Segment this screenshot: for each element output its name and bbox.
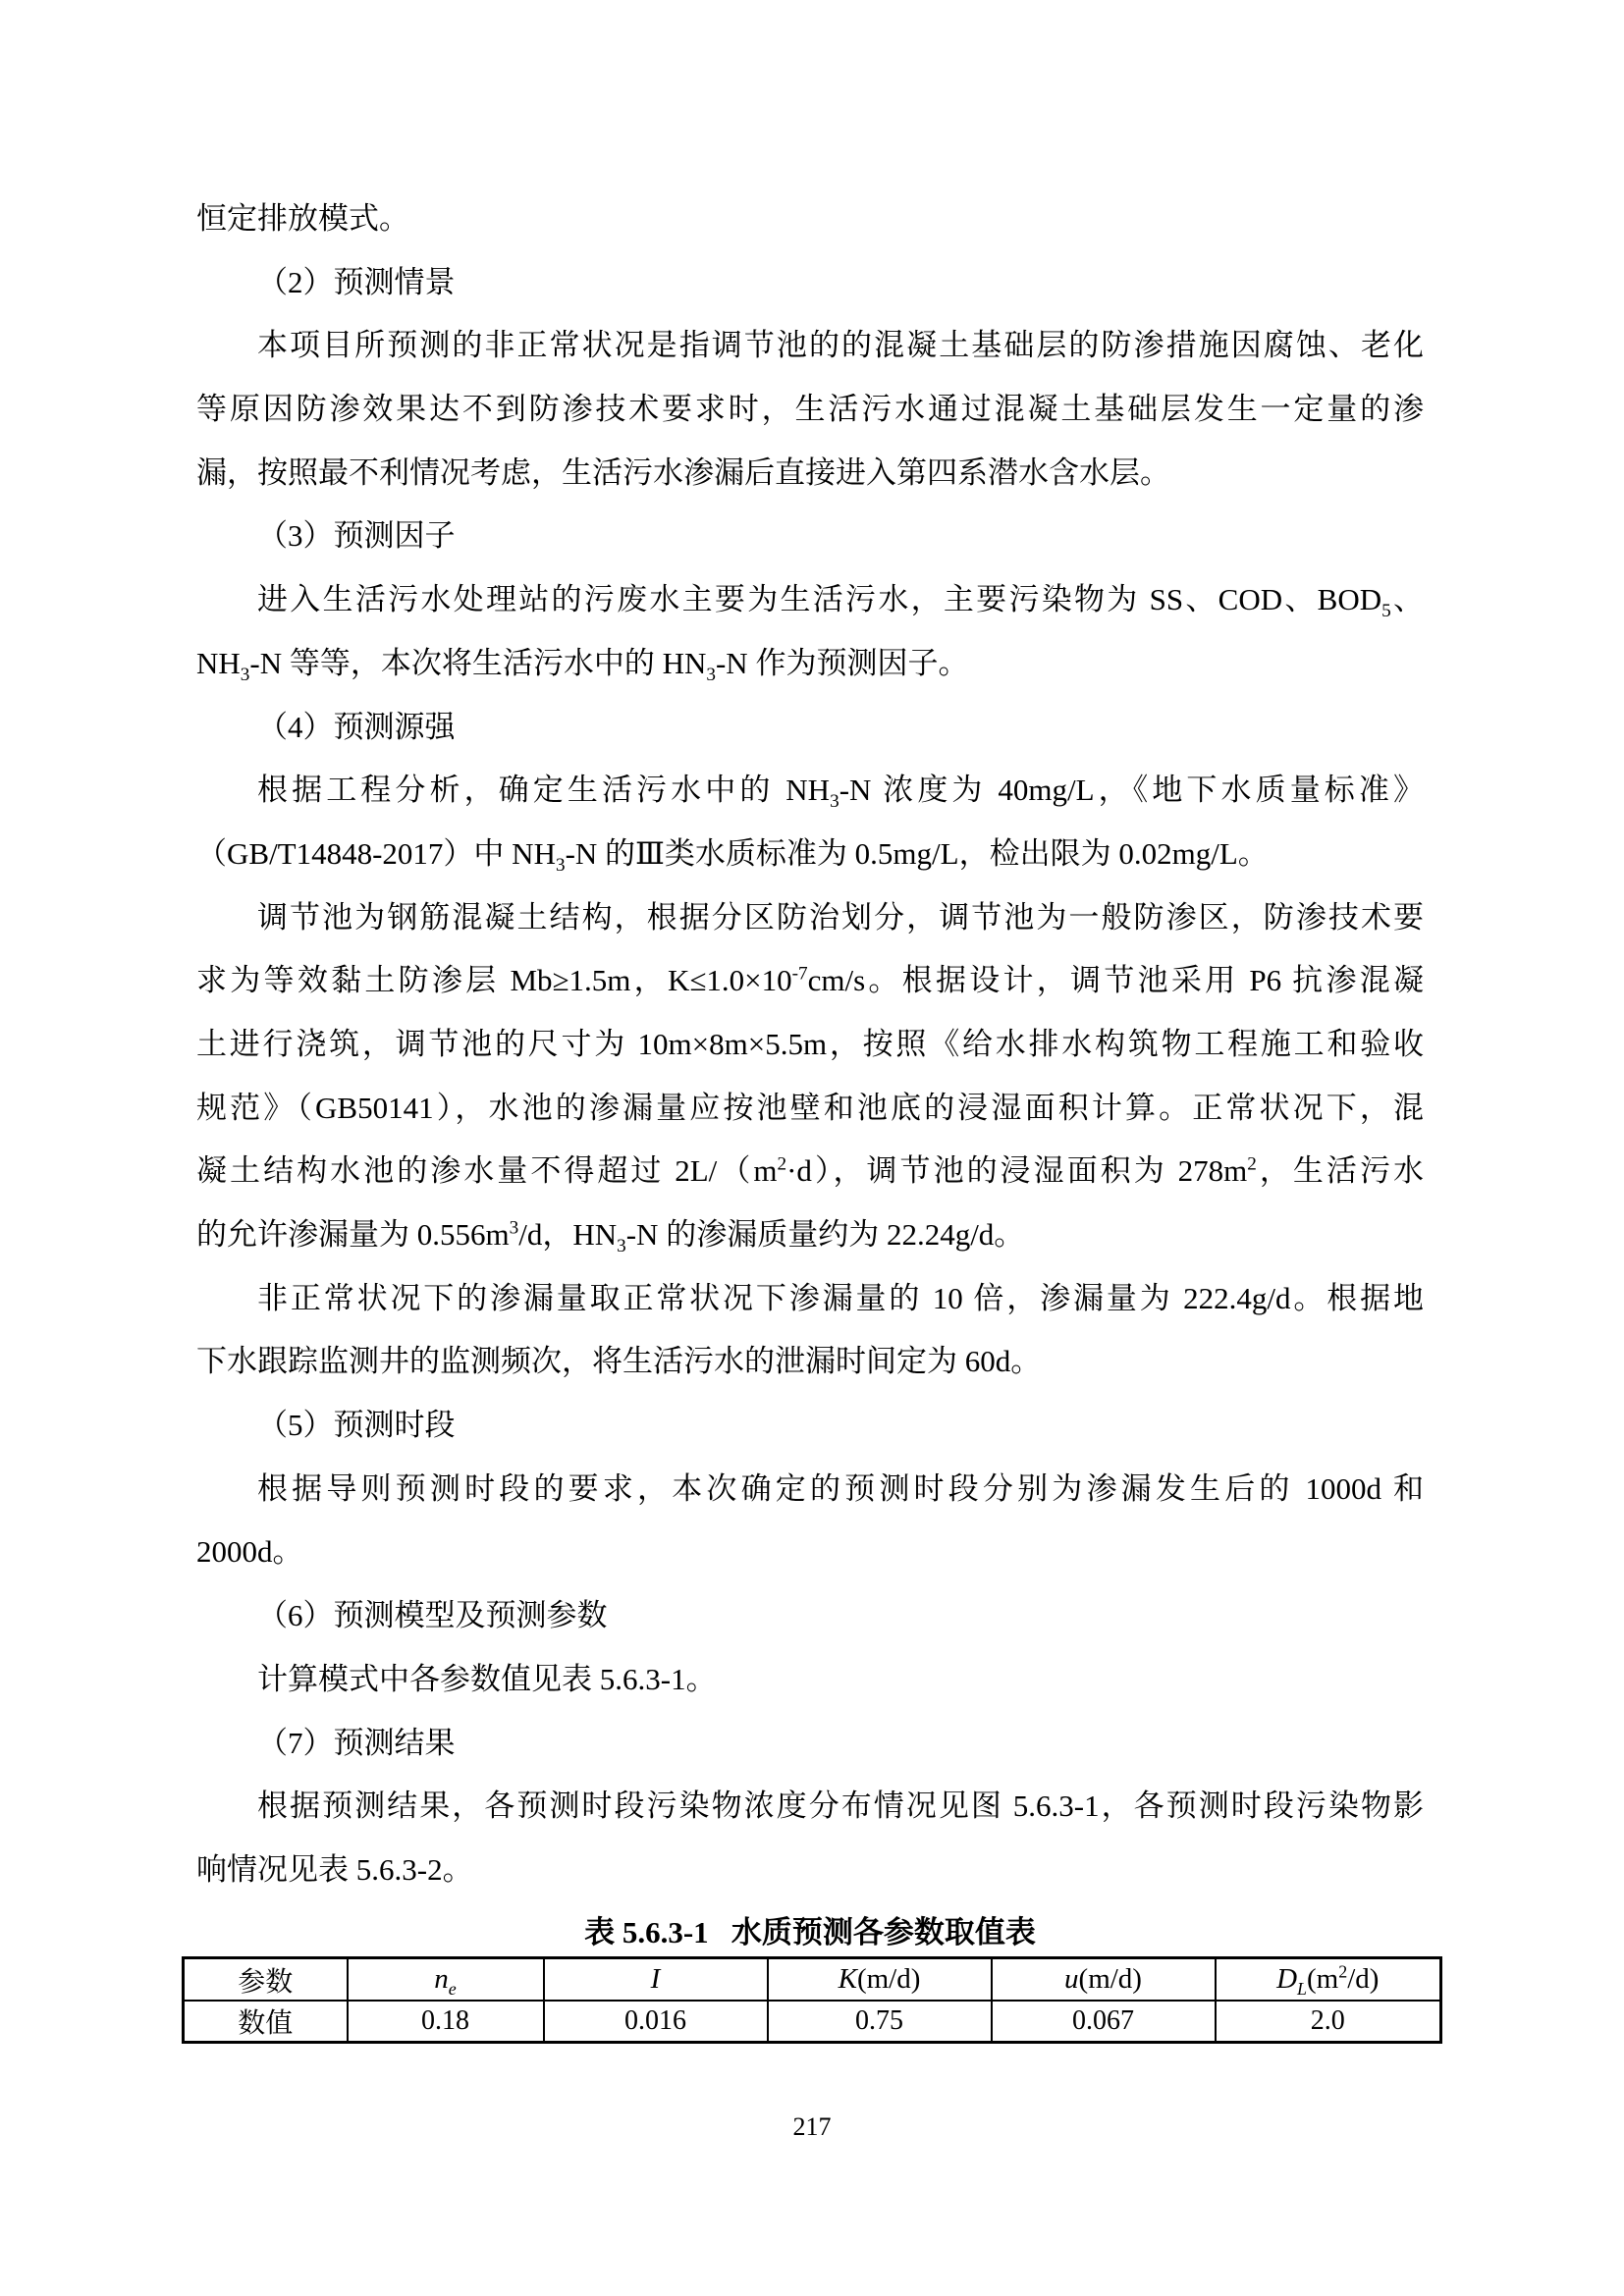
body-text-line: 凝土结构水池的渗水量不得超过 $2L/(m^2\cdot d)$，调节池的浸湿面积为 $278m^2$，生活污水 <box>196 1153 1424 1189</box>
table-value-cell: 0.75 <box>768 2001 992 2043</box>
body-text-line: 下水跟踪监测井的监测频次，将生活污水的泄漏时间定为 60d。 <box>196 1344 1042 1379</box>
body-text-line: 恒定排放模式。 <box>196 201 409 236</box>
body-text-line: 的允许渗漏量为 $0.556m^3/d$，$HN_3-N$ 的渗漏质量约为 22.24g/d。 <box>196 1217 1025 1257</box>
table-header-row <box>184 1958 1441 2002</box>
body-text-line: 漏，按照最不利情况考虑，生活污水渗漏后直接进入第四系潜水含水层。 <box>196 454 1170 490</box>
document-body <box>196 187 1424 1902</box>
table-header-cell: $n_e$ <box>348 1958 544 2002</box>
body-text-line: 根据工程分析，确定生活污水中的 $NH_3-N$ 浓度为 40mg/L，《地下水质量标准》 <box>257 773 1425 813</box>
table-value-cell: 0.016 <box>544 2001 768 2043</box>
table-caption <box>196 1908 1424 1957</box>
section-heading: （6）预测模型及预测参数 <box>257 1598 608 1633</box>
table-value-row <box>184 2001 1441 2043</box>
section-heading: （5）预测时段 <box>257 1408 456 1443</box>
table-value-cell: 0.067 <box>992 2001 1216 2043</box>
table-header-cell: K(m/d) <box>768 1958 992 2002</box>
table-header-cell: u(m/d) <box>992 1958 1216 2002</box>
table-header-cell: I <box>544 1958 768 2002</box>
body-text-line: 计算模式中各参数值见表 5.6.3-1。 <box>257 1661 717 1696</box>
table-header-cell: $D_L(m^2/d)$ <box>1216 1958 1441 2002</box>
table-value-cell: 数值 <box>184 2001 348 2043</box>
body-text-line: 根据导则预测时段的要求，本次确定的预测时段分别为渗漏发生后的 1000d 和 <box>257 1470 1424 1506</box>
body-text-line: 根据预测结果，各预测时段污染物浓度分布情况见图 5.6.3-1，各预测时段污染物影 <box>257 1789 1424 1824</box>
table-caption-label: 表 5.6.3-1 <box>584 1915 709 1949</box>
table-caption-title: 水质预测各参数取值表 <box>731 1915 1036 1949</box>
page-number: 217 <box>792 2112 832 2141</box>
body-text-line: （GB/T14848-2017）中 $NH_3-N$ 的Ⅲ类水质标准为 0.5mg/L，检出限为 0.02mg/L。 <box>196 835 1269 877</box>
body-text-line: 非正常状况下的渗漏量取正常状况下渗漏量的 10 倍，渗漏量为 222.4g/d。根据地 <box>257 1280 1424 1315</box>
section-heading: （7）预测结果 <box>257 1725 456 1760</box>
body-text-line: 土进行浇筑，调节池的尺寸为 10m×8m×5.5m，按照《给水排水构筑物工程施工和验收 <box>196 1026 1424 1061</box>
body-text-line: $NH_3-N$ 等等，本次将生活污水中的 $HN_3-N$ 作为预测因子。 <box>196 645 969 685</box>
body-text-line: 本项目所预测的非正常状况是指调节池的的混凝土基础层的防渗措施因腐蚀、老化 <box>257 328 1424 363</box>
body-text-line: 求为等效黏土防渗层 Mb≥1.5m，$K\le 1.0\times 10^{-7}cm/s$。根据设计，调节池采用 P6 抗渗混凝 <box>196 963 1424 998</box>
body-text-line: 响情况见表 5.6.3-2。 <box>196 1851 473 1887</box>
table-header-cell: 参数 <box>184 1958 348 2002</box>
body-text-line: 进入生活污水处理站的污废水主要为生活污水，主要污染物为 SS、COD、$BOD_5$、 <box>257 582 1424 622</box>
table-value-cell: 0.18 <box>348 2001 544 2043</box>
section-heading: （3）预测因子 <box>257 518 456 554</box>
body-text-line: 规范》（GB50141），水池的渗漏量应按池壁和池底的浸湿面积计算。正常状况下，混 <box>196 1090 1424 1125</box>
section-heading: （2）预测情景 <box>257 264 456 299</box>
body-text-line: 等原因防渗效果达不到防渗技术要求时，生活污水通过混凝土基础层发生一定量的渗 <box>196 392 1424 427</box>
table-value-cell: 2.0 <box>1216 2001 1441 2043</box>
body-text-line: 2000d。 <box>196 1534 303 1570</box>
section-heading: （4）预测源强 <box>257 709 456 744</box>
parameters-table <box>182 1956 1442 2044</box>
body-text-line: 调节池为钢筋混凝土结构，根据分区防治划分，调节池为一般防渗区，防渗技术要 <box>257 899 1424 934</box>
